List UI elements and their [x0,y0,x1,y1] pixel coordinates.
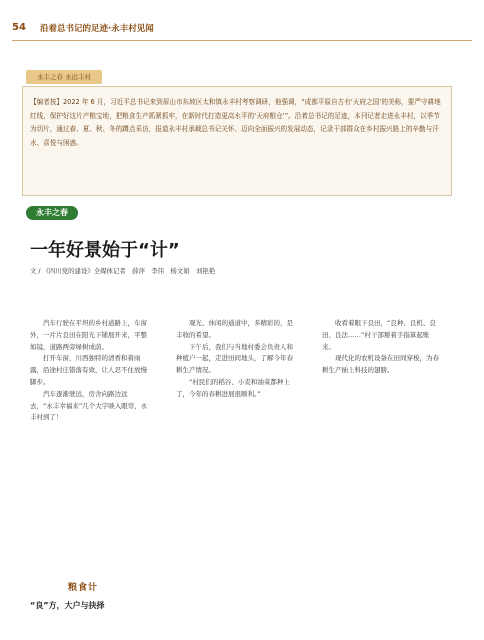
body-column-3 [322,318,440,377]
header-divider [12,40,472,41]
body-paragraph: 收看着眼下良田，“良种、良机、良田、良法……”村干部掰着手指算起账来。 [322,319,436,351]
body-paragraph: 现代化的农机设备在田间穿梭，为春耕生产插上科技的翅膀。 [322,354,439,375]
body-paragraph: 打开车窗，川西独特的清香和着雨露，沿途村庄错落有致，让人忍不住放慢脚步。 [30,354,147,386]
body-paragraph: 观光、休闲的通道中，多精彩的，是丰收的希望。 [176,319,293,339]
body-paragraph: “村民们的稻谷、小麦和油菜都种上了，今年的春耕进展很顺利。” [176,377,290,398]
editor-note: 【编者按】2022 年 6 月，习近平总书记来到眉山市东坡区太和镇永丰村考察调研，他强调，“成都平原自古有‘天府之国’的美称，要严守耕地红线，保护好这片产粮宝地，把粮食生产抓紧抓牢，在新时代打造更高水平的‘天府粮仓’”。沿着总书记的足迹，本刊记者走进永丰村，以季节为切片，通过春、夏、秋、冬的蹲点采访，报道永丰村承载总书记关怀、迈向全面振兴的发展动态，记录干部群众在乡村振兴路上的辛勤与汗水、喜悦与困惑。 [30,98,441,147]
body-paragraph: 下午后，我们与当地村委会负责人和种植户一起，走进田间地头，了解今年春耕生产情况。 [176,342,293,375]
article-byline: 文 / 《四川党的建设》全媒体记者 薛萍 李伟 杨文娟 刘艳艳 [30,267,216,275]
feature-banner-text: 永丰之春 永远丰村 [36,73,92,81]
page-header [12,22,472,38]
side-decoration-title: 粮食计 [68,583,99,593]
page-number: 54 [12,22,26,33]
section-title: 沿着总书记的足迹·永丰村见闻 [40,24,154,34]
subheading: “良”方，大户与抉择 [30,601,105,610]
body-paragraph: 汽车逐渐驶远，房舍向路边远去，“永丰幸福来”几个大字映入眼帘，永丰村到了！ [30,389,148,422]
body-column-1 [30,318,148,424]
article-headline: 一年好景始于“计” [30,240,180,261]
body-column-2 [176,318,294,401]
feature-banner-tag [26,70,102,84]
body-paragraph: 汽车行驶在平坦的乡村道路上，车窗外，一片片良田在阳光下铺展开来，平整如镜，道路两旁绿树成荫。 [30,319,147,351]
column-tag: 永丰之春 [26,206,78,220]
